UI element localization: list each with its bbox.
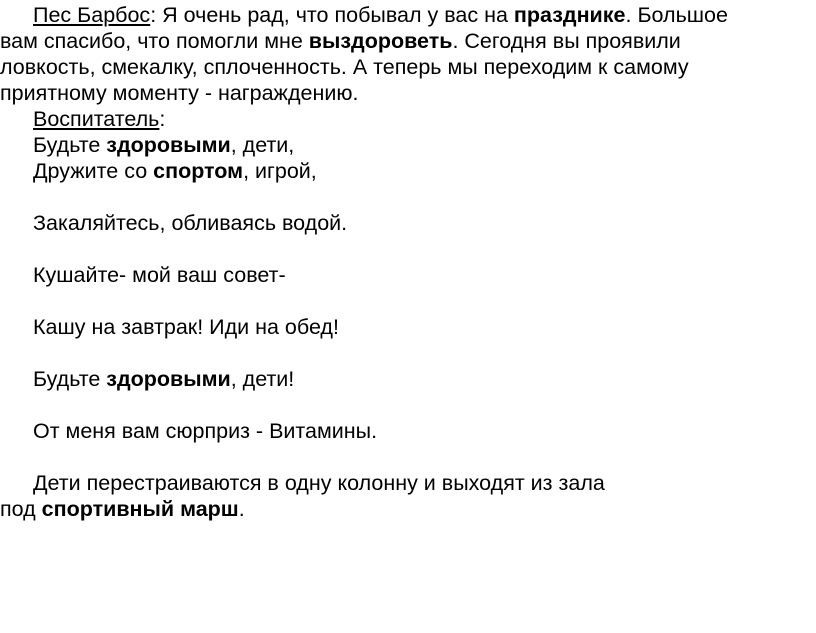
poem-l6-a: Будьте: [33, 367, 107, 391]
barbos-line-4: приятному моменту - награждению.: [0, 81, 359, 105]
poem-l2-c: , игрой,: [243, 159, 317, 183]
barbos-line-1: [0, 2, 816, 28]
barbos-line-3: ловкость, смекалку, сплоченность. А теперь мы переходим к самому: [0, 55, 689, 79]
poem-line-5: Кашу на завтрак! Иди на обед!: [33, 315, 339, 339]
poem-line-7: От меня вам сюрприз - Витамины.: [33, 419, 378, 443]
poem-l6-c: , дети!: [230, 367, 295, 391]
poem-l1-bold: здоровыми: [106, 133, 231, 157]
document-page: [0, 2, 816, 522]
poem-l6-bold: здоровыми: [106, 367, 231, 391]
final-line-1: Дети перестраиваются в одну колонну и выходят из зала: [33, 471, 605, 495]
barbos-text-1c: . Большое: [625, 3, 728, 27]
final-l2-a: под: [0, 497, 42, 521]
poem-l2-a: Дружите со: [33, 159, 154, 183]
poem-line-2: [0, 158, 816, 184]
poem-l2-bold: спортом: [153, 159, 244, 183]
poem-line-4: Кушайте- мой ваш совет-: [33, 263, 286, 287]
barbos-bold-prazdnik: празднике: [513, 3, 626, 27]
poem-line-3: Закаляйтесь, обливаясь водой.: [33, 211, 348, 235]
speaker-teacher: Воспитатель: [33, 107, 160, 131]
speaker-barbos: Пес Барбос: [33, 3, 151, 27]
final-line-2: [0, 496, 816, 522]
barbos-text-1a: : Я очень рад, что побывал у вас на: [150, 3, 514, 27]
barbos-bold-vyzdorovet: выздороветь: [308, 29, 453, 53]
poem-line-1: [0, 132, 816, 158]
poem-l1-a: Будьте: [33, 133, 107, 157]
barbos-line-2: [0, 28, 816, 54]
final-bold-march: спортивный марш: [41, 497, 239, 521]
poem-l1-c: , дети,: [230, 133, 295, 157]
poem-line-6: [0, 366, 816, 392]
teacher-colon: :: [159, 107, 166, 131]
final-l2-c: .: [238, 497, 245, 521]
barbos-text-2a: вам спасибо, что помогли мне: [0, 29, 309, 53]
barbos-text-2c: . Сегодня вы проявили: [452, 29, 681, 53]
teacher-line: [0, 106, 816, 132]
